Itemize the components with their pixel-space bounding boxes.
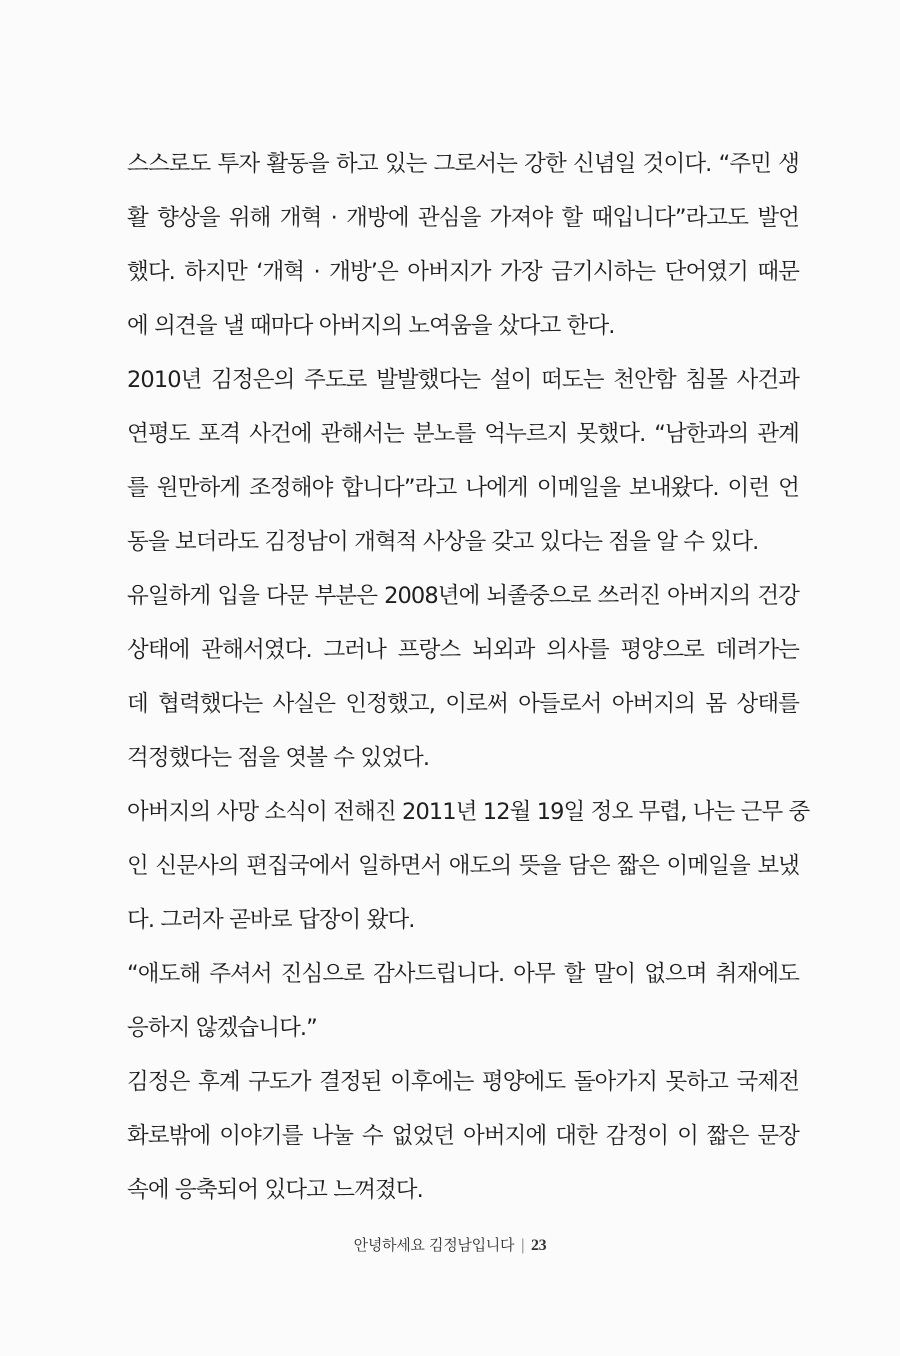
page-footer [0,1234,900,1255]
running-title: 안녕하세요 김정남입니다 [353,1236,515,1254]
page-number: 23 [530,1237,547,1254]
text-line: 에 의견을 낼 때마다 아버지의 노여움을 샀다고 한다. [127,313,615,339]
text-line: 김정은 후계 구도가 결정된 이후에는 평양에도 돌아가지 못하고 국제전 [127,1069,799,1095]
text-line: 스스로도 투자 활동을 하고 있는 그로서는 강한 신념일 것이다. “주민 생 [127,151,799,177]
text-line: 응하지 않겠습니다.” [127,1015,317,1041]
text-line: 다. 그러자 곧바로 답장이 왔다. [127,907,415,933]
text-line: 를 원만하게 조정해야 합니다”라고 나에게 이메일을 보내왔다. 이런 언 [127,475,799,501]
paragraph-2 [127,353,799,569]
text-line: 연평도 포격 사건에 관해서는 분노를 억누르지 못했다. “남한과의 관계 [127,421,799,447]
text-line: 상태에 관해서였다. 그러나 프랑스 뇌외과 의사를 평양으로 데려가는 [127,637,799,663]
text-line: 동을 보더라도 김정남이 개혁적 사상을 갖고 있다는 점을 알 수 있다. [127,529,759,555]
paragraph-4 [127,785,810,947]
paragraph-5 [127,947,799,1055]
text-line: 2010년 김정은의 주도로 발발했다는 설이 떠도는 천안함 침몰 사건과 [127,367,799,393]
paragraph-6 [127,1055,799,1217]
text-line: 했다. 하지만 ‘개혁 · 개방’은 아버지가 가장 금기시하는 단어였기 때문 [127,259,799,285]
text-line: 아버지의 사망 소식이 전해진 2011년 12월 19일 정오 무렵, 나는 근무 중 [127,799,810,825]
text-line: 화로밖에 이야기를 나눌 수 없었던 아버지에 대한 감정이 이 짧은 문장 [127,1123,799,1149]
paragraph-3 [127,569,799,785]
text-line: 걱정했다는 점을 엿볼 수 있었다. [127,745,430,771]
body-text [127,137,810,1217]
text-line: “애도해 주셔서 진심으로 감사드립니다. 아무 할 말이 없으며 취재에도 [127,961,799,987]
text-line: 활 향상을 위해 개혁 · 개방에 관심을 가져야 할 때입니다”라고도 발언 [127,205,799,231]
text-line: 인 신문사의 편집국에서 일하면서 애도의 뜻을 담은 짧은 이메일을 보냈 [127,853,799,879]
text-line: 데 협력했다는 사실은 인정했고, 이로써 아들로서 아버지의 몸 상태를 [127,691,799,717]
text-line: 속에 응축되어 있다고 느껴졌다. [127,1177,423,1203]
footer-separator: | [520,1236,525,1254]
paragraph-1 [127,137,799,353]
text-line: 유일하게 입을 다문 부분은 2008년에 뇌졸중으로 쓰러진 아버지의 건강 [127,583,799,609]
